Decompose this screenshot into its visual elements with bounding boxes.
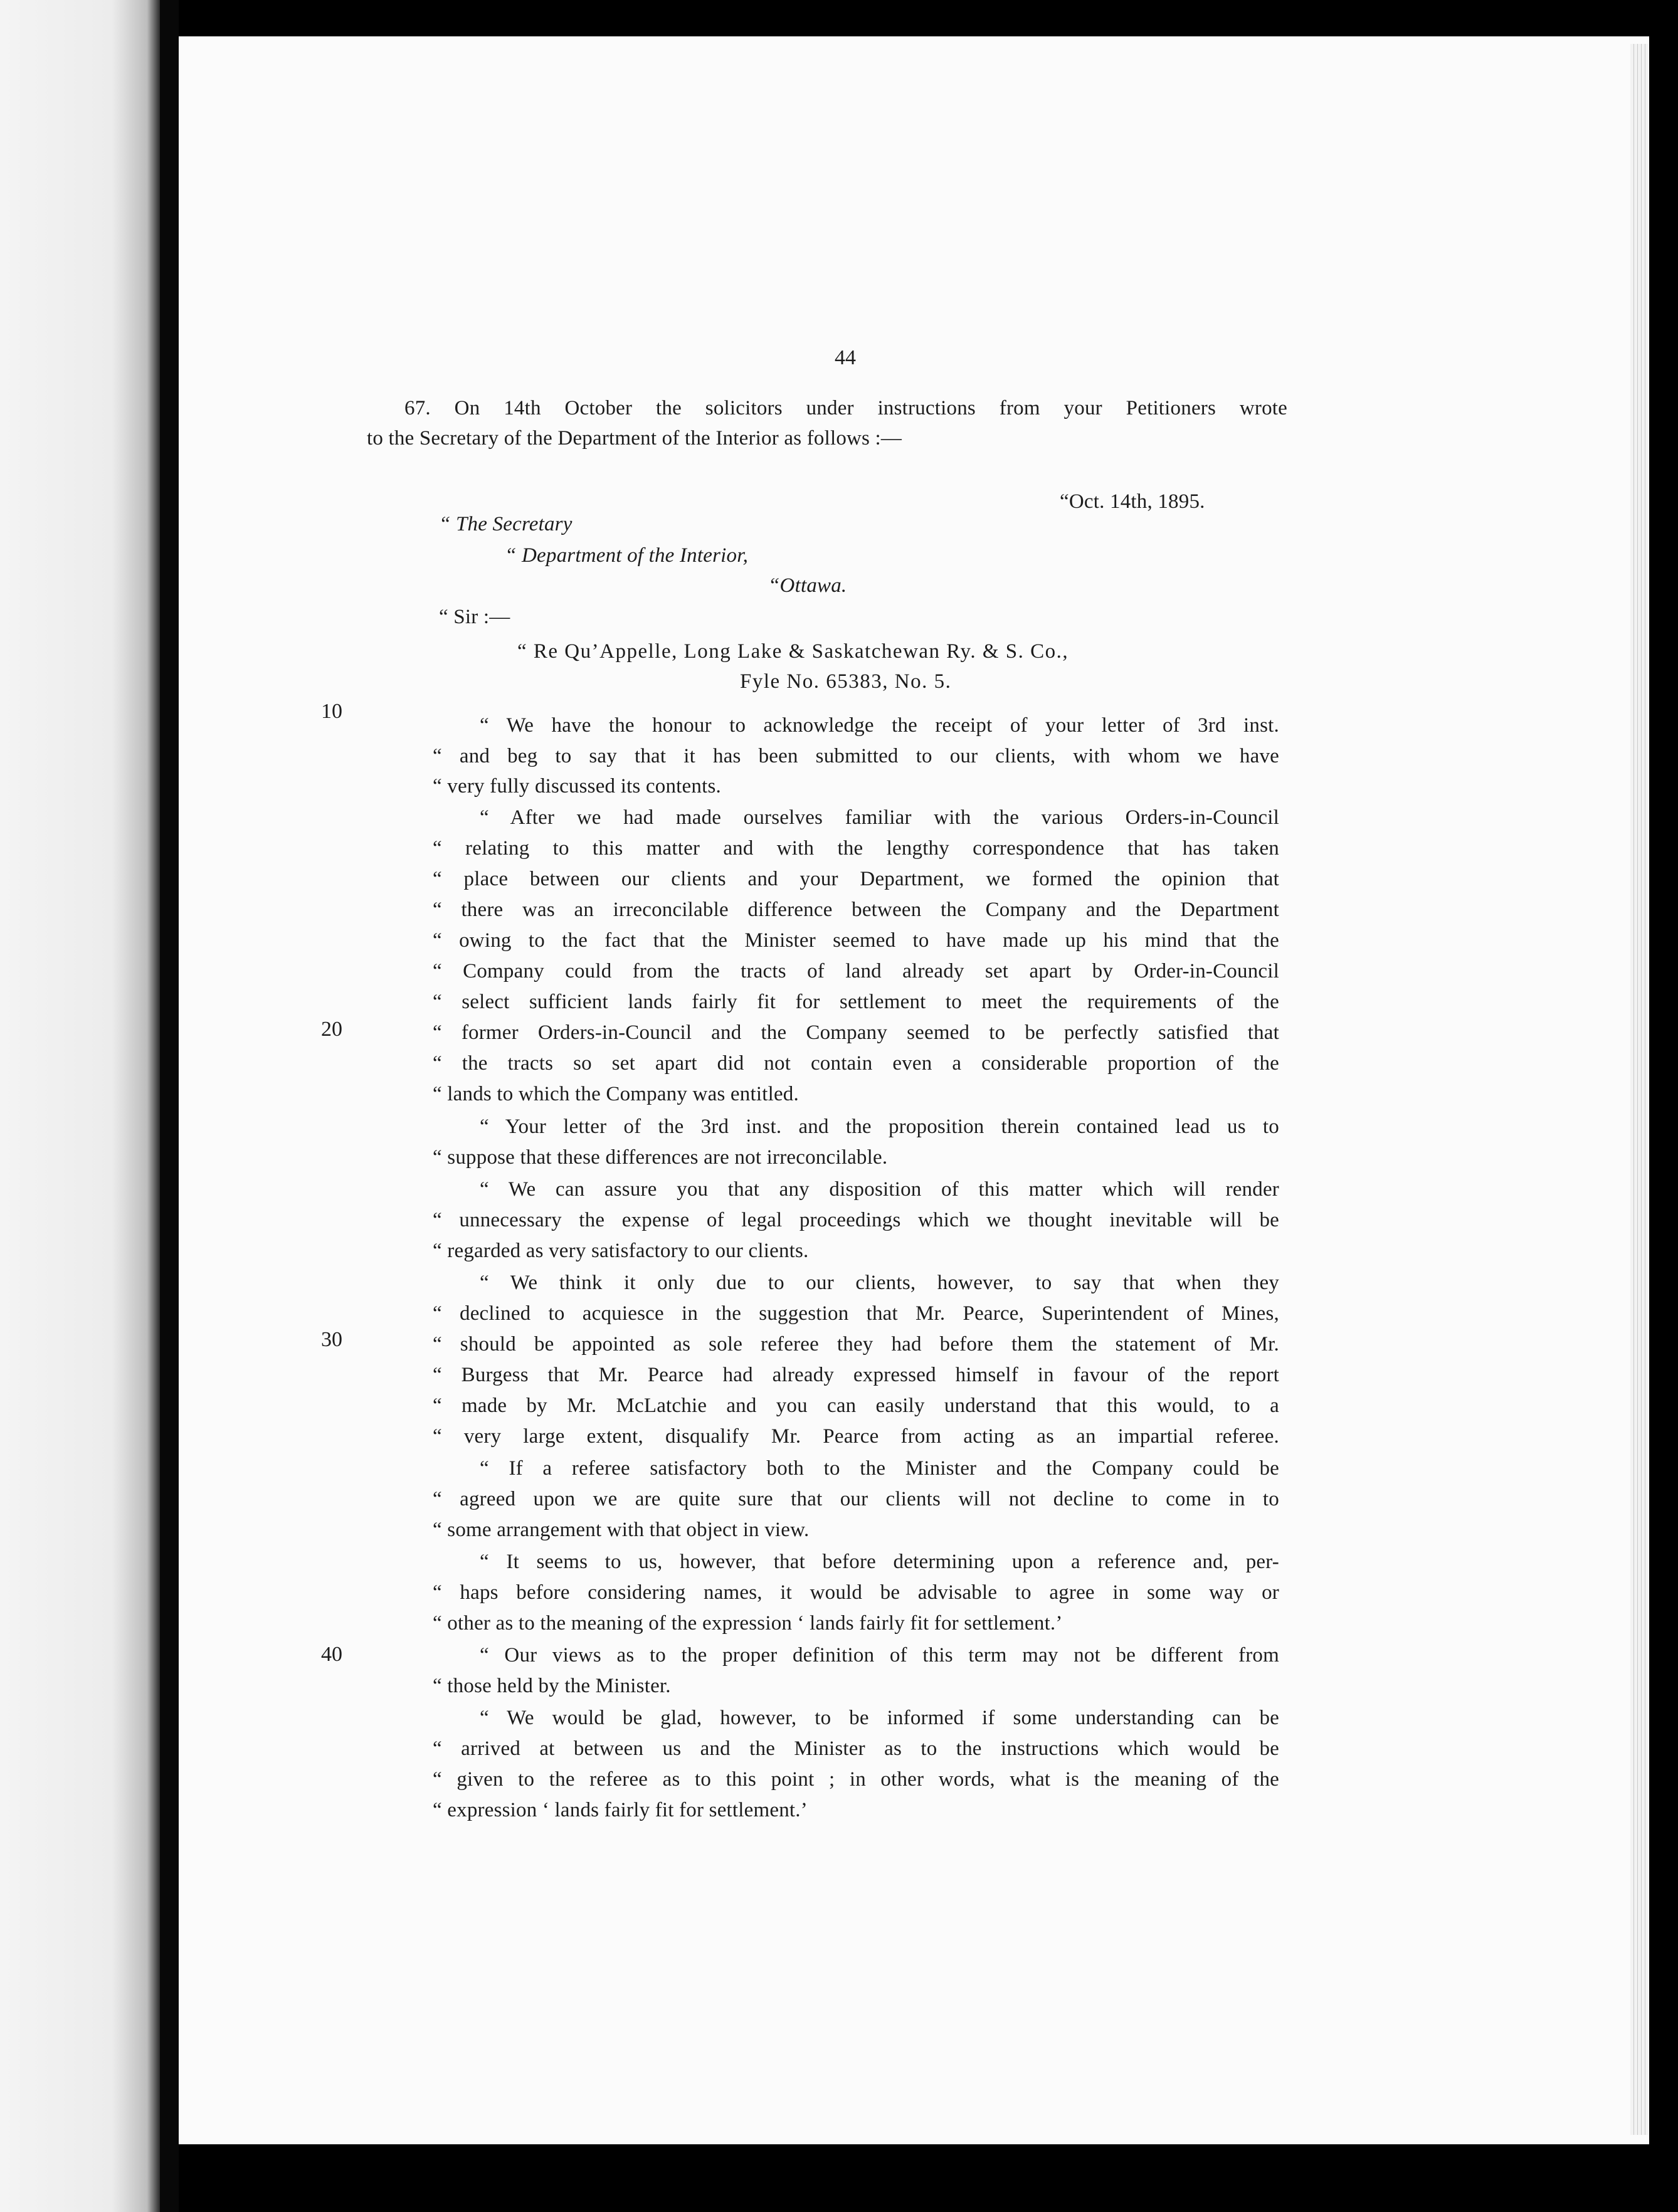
re-heading: “ Re Qu’Appelle, Long Lake & Saskatchewan Ry. & S. Co., bbox=[517, 640, 1069, 663]
body-line: “ We would be glad, however, to be informed if some understanding can be bbox=[480, 1707, 1279, 1729]
body-line: “ there was an irreconcilable difference between the Company and the Department bbox=[433, 898, 1279, 921]
body-line: “ agreed upon we are quite sure that our clients will not decline to come in to bbox=[433, 1488, 1279, 1510]
body-line: “ haps before considering names, it would be advisable to agree in some way or bbox=[433, 1581, 1279, 1604]
margin-line-number: 20 bbox=[321, 1018, 342, 1041]
body-line: “ and beg to say that it has been submitted to our clients, with whom we have bbox=[433, 745, 1279, 767]
body-line: “ If a referee satisfactory both to the Minister and the Company could be bbox=[480, 1457, 1279, 1480]
body-line: “ place between our clients and your Department, we formed the opinion that bbox=[433, 868, 1279, 890]
body-line: “ suppose that these differences are not irreconcilable. bbox=[433, 1146, 888, 1169]
body-line: “ relating to this matter and with the lengthy correspondence that has taken bbox=[433, 837, 1279, 860]
body-line: “ the tracts so set apart did not contain even a considerable proportion of the bbox=[433, 1052, 1279, 1075]
body-line: “ We can assure you that any disposition of this matter which will render bbox=[480, 1178, 1279, 1201]
body-line: “ former Orders-in-Council and the Company seemed to be perfectly satisfied that bbox=[433, 1021, 1279, 1044]
body-line: “ Burgess that Mr. Pearce had already expressed himself in favour of the report bbox=[433, 1364, 1279, 1386]
body-line: “ Your letter of the 3rd inst. and the proposition therein contained lead us to bbox=[480, 1115, 1279, 1138]
re-heading: Fyle No. 65383, No. 5. bbox=[740, 670, 952, 693]
margin-line-number: 30 bbox=[321, 1328, 342, 1351]
letter-date: “Oct. 14th, 1895. bbox=[1060, 490, 1205, 513]
salutation: “ Sir :— bbox=[439, 606, 510, 628]
body-line: “ other as to the meaning of the expression ‘ lands fairly fit for settlement.’ bbox=[433, 1612, 1063, 1635]
margin-line-number: 40 bbox=[321, 1643, 342, 1666]
body-line: “ expression ‘ lands fairly fit for settlement.’ bbox=[433, 1799, 808, 1821]
page-stack-edge bbox=[1630, 44, 1648, 2135]
body-line: “ declined to acquiesce in the suggestion that Mr. Pearce, Superintendent of Mines, bbox=[433, 1302, 1279, 1325]
body-line: “ very fully discussed its contents. bbox=[433, 775, 721, 798]
margin-line-number: 10 bbox=[321, 700, 342, 723]
body-line: “ Company could from the tracts of land already set apart by Order-in-Council bbox=[433, 960, 1279, 982]
body-line: “ After we had made ourselves familiar with the various Orders-in-Council bbox=[480, 806, 1279, 829]
body-line: “ select sufficient lands fairly fit for settlement to meet the requirements of the bbox=[433, 991, 1279, 1013]
body-line: “ very large extent, disqualify Mr. Pearce from acting as an impartial referee. bbox=[433, 1425, 1279, 1448]
body-line: “ made by Mr. McLatchie and you can easily understand that this would, to a bbox=[433, 1394, 1279, 1417]
body-line: “ should be appointed as sole referee they had before them the statement of Mr. bbox=[433, 1333, 1279, 1356]
body-line: “ owing to the fact that the Minister seemed to have made up his mind that the bbox=[433, 929, 1279, 952]
body-line: “ Our views as to the proper definition of this term may not be different from bbox=[480, 1644, 1279, 1667]
body-line: “ lands to which the Company was entitled. bbox=[433, 1083, 799, 1105]
address-line: “ Department of the Interior, bbox=[505, 544, 749, 567]
body-line: “ some arrangement with that object in view. bbox=[433, 1519, 810, 1541]
body-line: “ arrived at between us and the Minister as to the instructions which would be bbox=[433, 1737, 1279, 1760]
body-line: “ given to the referee as to this point ; in other words, what is the meaning of the bbox=[433, 1768, 1279, 1791]
address-line: “Ottawa. bbox=[768, 574, 847, 597]
body-line: “ those held by the Minister. bbox=[433, 1675, 671, 1697]
left-page-edge bbox=[0, 0, 160, 2212]
body-line: “ We have the honour to acknowledge the receipt of your letter of 3rd inst. bbox=[480, 714, 1279, 737]
intro-line: to the Secretary of the Department of the Interior as follows :— bbox=[367, 427, 902, 450]
page-number: 44 bbox=[835, 346, 856, 369]
book-gutter bbox=[160, 0, 179, 2212]
body-line: “ unnecessary the expense of legal proceedings which we thought inevitable will be bbox=[433, 1209, 1279, 1231]
intro-line: 67. On 14th October the solicitors under instructions from your Petitioners wrote bbox=[404, 397, 1287, 419]
body-line: “ regarded as very satisfactory to our clients. bbox=[433, 1240, 809, 1262]
body-line: “ We think it only due to our clients, however, to say that when they bbox=[480, 1272, 1279, 1294]
body-line: “ It seems to us, however, that before determining upon a reference and, per- bbox=[480, 1551, 1279, 1573]
page bbox=[179, 36, 1649, 2144]
address-line: “ The Secretary bbox=[439, 513, 573, 535]
